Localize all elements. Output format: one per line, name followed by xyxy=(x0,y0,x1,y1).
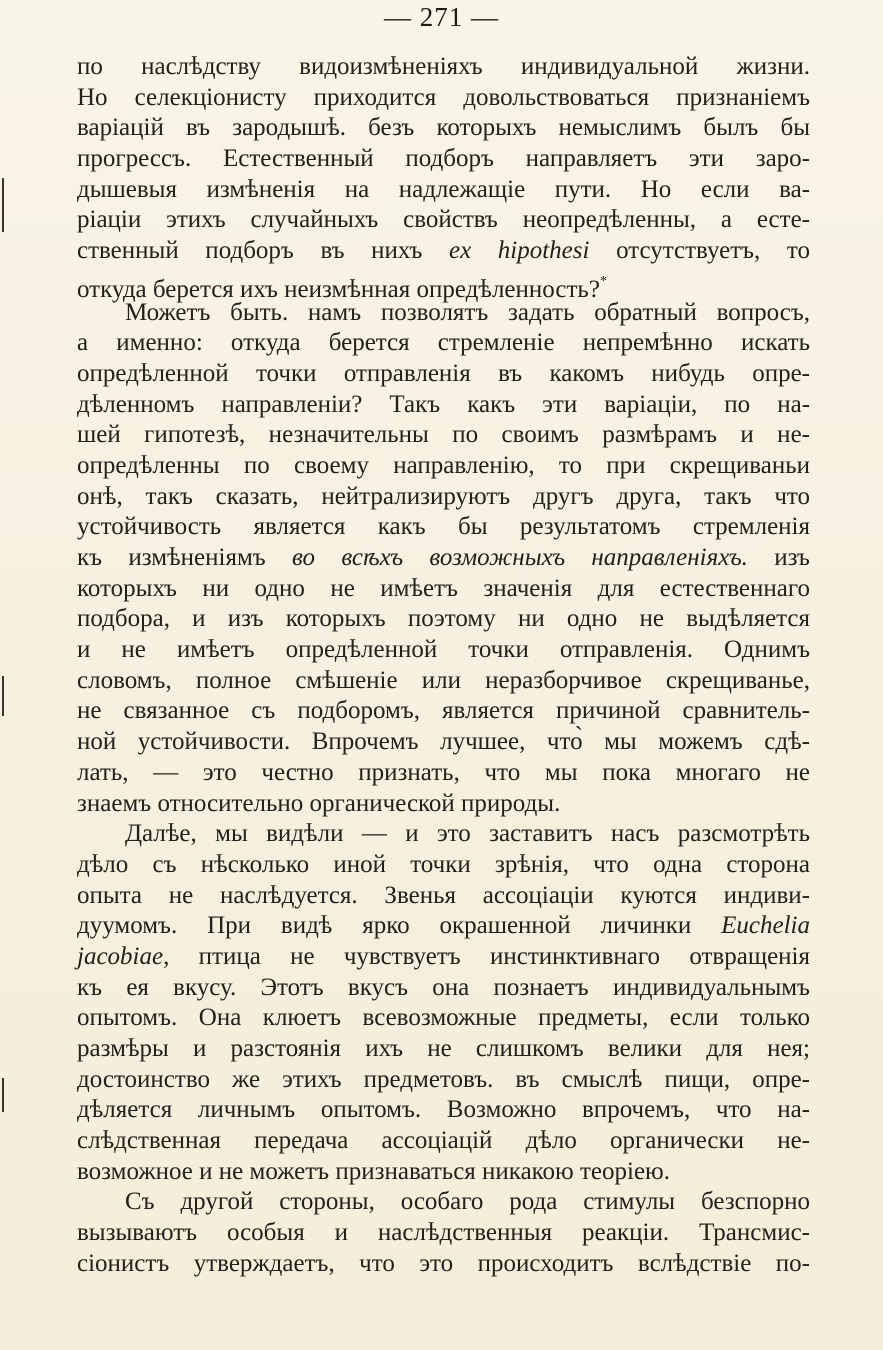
text-line xyxy=(77,236,810,267)
text-line xyxy=(77,512,810,543)
line-text: ріаціи этихъ случайныхъ свойствъ неопредѣленны, а есте- xyxy=(77,206,810,234)
line-text: опытомъ. Она клюетъ всевозможные предметы, если только xyxy=(77,1004,810,1032)
line-text: достоинство же этихъ предметовъ. въ смыслѣ пищи, опре- xyxy=(77,1065,810,1093)
line-text: словомъ, полное смѣшеніе или неразборчивое скрещиванье, xyxy=(77,666,810,694)
line-text: не связанное съ подборомъ, является причиной сравнитель- xyxy=(77,697,810,725)
line-text: къ ея вкусу. Этотъ вкусъ она познаетъ индивидуальнымъ xyxy=(77,973,810,1001)
line-text: а именно: откуда берется стремленіе непремѣнно искать xyxy=(77,329,810,357)
line-text: знаемъ относительно органической природы. xyxy=(77,789,561,817)
line-text: дуумомъ. При видѣ ярко окрашенной личинки xyxy=(77,912,722,940)
line-text: дѣляется личнымъ опытомъ. Возможно впрочемъ, что на- xyxy=(77,1096,810,1124)
text-line xyxy=(77,451,810,482)
line-text: опредѣленной точки отправленія въ какомъ нибудь опре- xyxy=(77,359,810,387)
text-line xyxy=(77,758,810,789)
line-text: по наслѣдству видоизмѣненіяхъ индивидуальной жизни. xyxy=(77,53,810,80)
text-line xyxy=(77,543,810,574)
line-text: дѣло съ нѣсколько иной точки зрѣнія, что одна сторона xyxy=(77,850,810,878)
line-text: подбора, и изъ которыхъ поэтому ни одно не выдѣляется xyxy=(77,605,810,633)
line-text: сіонистъ утверждаетъ, что это происходитъ вслѣдствіе по- xyxy=(77,1249,810,1277)
line-text: лать, — это честно признать, что мы пока многаго не xyxy=(77,758,810,786)
text-line xyxy=(77,83,810,114)
text-line xyxy=(77,1095,810,1126)
text-line xyxy=(77,144,810,175)
text-line xyxy=(77,574,810,605)
text-line xyxy=(77,52,810,83)
text-line xyxy=(77,298,810,329)
text-line xyxy=(77,1065,810,1096)
line-text: которыхъ ни одно не имѣетъ значенія для естественнаго xyxy=(77,574,810,602)
text-line xyxy=(77,1157,810,1188)
text-line xyxy=(77,113,810,144)
line-text: къ измѣненіямъ xyxy=(77,544,293,571)
line-text: опыта не наслѣдуется. Звенья ассоціаціи куются индиви- xyxy=(77,881,810,909)
line-text: ной устойчивости. Впрочемъ лучшее, что̀ мы можемъ сдѣ- xyxy=(77,728,810,756)
line-text: Далѣе, мы видѣли — и это заставитъ насъ разсмотрѣть xyxy=(125,820,810,848)
text-line xyxy=(77,1187,810,1218)
italic-text: ex hipothesi xyxy=(449,237,590,265)
line-text: и не имѣетъ опредѣленной точки отправленія. Однимъ xyxy=(77,636,810,664)
text-line xyxy=(77,942,810,973)
text-line xyxy=(77,175,810,206)
text-line xyxy=(77,1126,810,1157)
text-line xyxy=(77,819,810,850)
line-text: дѣленномъ направленіи? Такъ какъ эти варіаціи, по на- xyxy=(77,390,810,418)
text-line xyxy=(77,1034,810,1065)
text-line xyxy=(77,328,810,359)
line-text: изъ xyxy=(747,544,810,571)
margin-mark xyxy=(2,1078,4,1112)
line-text: откуда берется ихъ неизмѣнная опредѣленность? xyxy=(77,275,600,303)
text-line xyxy=(77,359,810,390)
line-text: прогрессъ. Естественный подборъ направляетъ эти заро- xyxy=(77,145,810,173)
line-text: вызываютъ особыя и наслѣдственныя реакціи. Трансмис- xyxy=(77,1219,810,1247)
text-line xyxy=(77,727,810,758)
page-number: — 271 — xyxy=(384,2,499,32)
text-line xyxy=(77,604,810,635)
line-text: онѣ, такъ сказать, нейтрализируютъ другъ друга, такъ что xyxy=(77,482,810,510)
margin-mark xyxy=(2,178,4,232)
text-line xyxy=(77,696,810,727)
text-line xyxy=(77,1218,810,1249)
text-line xyxy=(77,1003,810,1034)
margin-mark xyxy=(2,676,4,716)
text-line xyxy=(77,881,810,912)
italic-text: jacobiae, xyxy=(77,942,170,970)
line-text: дышевыя измѣненія на надлежащіе пути. Но если ва- xyxy=(77,175,810,203)
footnote-mark: * xyxy=(599,273,607,289)
text-line xyxy=(77,205,810,236)
text-line xyxy=(77,420,810,451)
line-text: варіацій въ зародышѣ. безъ которыхъ немыслимъ былъ бы xyxy=(77,114,810,142)
text-line xyxy=(77,635,810,666)
text-line xyxy=(77,482,810,513)
italic-text: Euchelia xyxy=(721,912,810,940)
italic-text: во всѣхъ возможныхъ направленіяхъ. xyxy=(292,544,748,571)
line-text: Но селекціонисту приходится довольствоваться признаніемъ xyxy=(77,83,810,111)
line-text: ственный подборъ въ нихъ xyxy=(77,237,449,265)
line-text: Можетъ быть. намъ позволятъ задать обратный вопросъ, xyxy=(125,298,810,326)
body-text xyxy=(77,52,810,1280)
line-text: возможное и не можетъ признаваться никакою теоріею. xyxy=(77,1157,670,1185)
line-text: Съ другой стороны, особаго рода стимулы безспорно xyxy=(125,1188,810,1216)
line-text: шей гипотезѣ, незначительны по своимъ размѣрамъ и не- xyxy=(77,421,810,449)
line-text: слѣдственная передача ассоціацій дѣло органически не- xyxy=(77,1127,810,1155)
text-line xyxy=(77,973,810,1004)
text-line xyxy=(77,390,810,421)
line-text: размѣры и разстоянія ихъ не слишкомъ велики для нея; xyxy=(77,1035,810,1062)
text-line xyxy=(77,1249,810,1280)
line-text: отсутствуетъ, то xyxy=(589,237,811,265)
text-line xyxy=(77,789,810,820)
line-text: птица не чувствуетъ инстинктивнаго отвращенія xyxy=(169,942,810,970)
text-line xyxy=(77,850,810,881)
text-line xyxy=(77,911,810,942)
line-text: устойчивость является какъ бы результатомъ стремленія xyxy=(77,513,810,541)
text-line xyxy=(77,267,810,303)
text-line xyxy=(77,666,810,697)
line-text: опредѣленны по своему направленію, то при скрещиваньи xyxy=(77,451,810,479)
